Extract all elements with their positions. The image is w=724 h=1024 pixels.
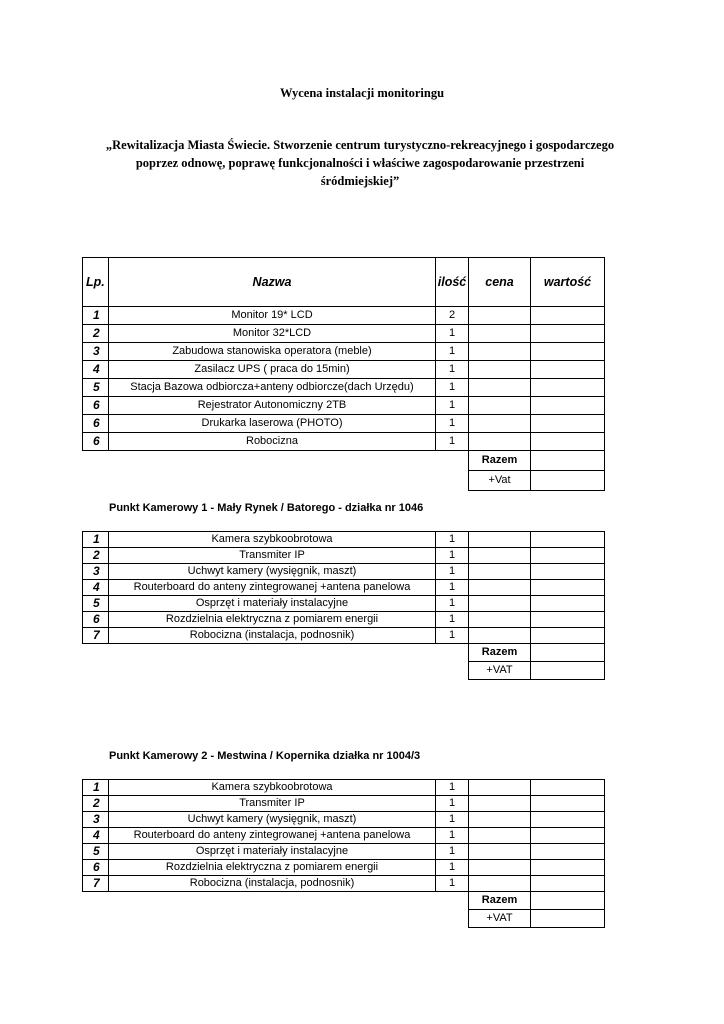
vat-label: +VAT bbox=[469, 910, 531, 928]
row-value-empty bbox=[531, 548, 605, 564]
blank-cell bbox=[83, 910, 469, 928]
table-row bbox=[83, 580, 605, 596]
table-row bbox=[83, 860, 605, 876]
row-value-empty bbox=[531, 780, 605, 796]
vat-label-row bbox=[83, 662, 605, 680]
row-quantity: 1 bbox=[436, 548, 469, 564]
row-number: 3 bbox=[83, 343, 109, 361]
row-price-empty bbox=[469, 548, 531, 564]
row-number: 4 bbox=[83, 828, 109, 844]
row-price-empty bbox=[469, 612, 531, 628]
razem-label: Razem bbox=[469, 451, 531, 471]
vat-label: +Vat bbox=[469, 471, 531, 491]
row-number: 6 bbox=[83, 433, 109, 451]
row-value-empty bbox=[531, 628, 605, 644]
header-wartosc: wartość bbox=[531, 258, 605, 307]
table-row bbox=[83, 628, 605, 644]
row-value-empty bbox=[531, 596, 605, 612]
table-row bbox=[83, 325, 605, 343]
table-row bbox=[83, 564, 605, 580]
row-quantity: 1 bbox=[436, 397, 469, 415]
row-price-empty bbox=[469, 564, 531, 580]
blank-cell bbox=[83, 451, 469, 471]
row-quantity: 1 bbox=[436, 564, 469, 580]
row-name: Transmiter IP bbox=[109, 548, 436, 564]
row-price-empty bbox=[469, 397, 531, 415]
vat-label-row bbox=[83, 471, 605, 491]
table-row bbox=[83, 876, 605, 892]
row-quantity: 1 bbox=[436, 361, 469, 379]
row-name: Robocizna (instalacja, podnosnik) bbox=[109, 876, 436, 892]
vat-label-value-empty bbox=[531, 471, 605, 491]
row-name: Uchwyt kamery (wysięgnik, maszt) bbox=[109, 564, 436, 580]
row-quantity: 2 bbox=[436, 307, 469, 325]
row-quantity: 1 bbox=[436, 343, 469, 361]
table-row bbox=[83, 415, 605, 433]
row-value-empty bbox=[531, 325, 605, 343]
row-price-empty bbox=[469, 379, 531, 397]
row-value-empty bbox=[531, 379, 605, 397]
razem-label-value-empty bbox=[531, 451, 605, 471]
header-lp: Lp. bbox=[83, 258, 109, 307]
row-name: Osprzęt i materiały instalacyjne bbox=[109, 596, 436, 612]
razem-label-value-empty bbox=[531, 644, 605, 662]
row-name: Uchwyt kamery (wysięgnik, maszt) bbox=[109, 812, 436, 828]
table-row bbox=[83, 397, 605, 415]
row-name: Monitor 32*LCD bbox=[109, 325, 436, 343]
row-name: Transmiter IP bbox=[109, 796, 436, 812]
row-value-empty bbox=[531, 828, 605, 844]
row-value-empty bbox=[531, 361, 605, 379]
row-price-empty bbox=[469, 325, 531, 343]
row-name: Rozdzielnia elektryczna z pomiarem energii bbox=[109, 860, 436, 876]
table-row bbox=[83, 612, 605, 628]
row-name: Routerboard do anteny zintegrowanej +antena panelowa bbox=[109, 580, 436, 596]
row-name: Robocizna (instalacja, podnosnik) bbox=[109, 628, 436, 644]
row-price-empty bbox=[469, 780, 531, 796]
section-1-table bbox=[82, 531, 605, 680]
header-ilosc: ilość bbox=[436, 258, 469, 307]
row-value-empty bbox=[531, 415, 605, 433]
row-number: 7 bbox=[83, 876, 109, 892]
row-price-empty bbox=[469, 828, 531, 844]
row-value-empty bbox=[531, 433, 605, 451]
row-quantity: 1 bbox=[436, 415, 469, 433]
row-price-empty bbox=[469, 532, 531, 548]
section-1-title: Punkt Kamerowy 1 - Mały Rynek / Batorego - działka nr 1046 bbox=[109, 502, 424, 514]
row-quantity: 1 bbox=[436, 325, 469, 343]
row-quantity: 1 bbox=[436, 596, 469, 612]
row-price-empty bbox=[469, 415, 531, 433]
vat-label-row bbox=[83, 910, 605, 928]
row-number: 2 bbox=[83, 325, 109, 343]
row-price-empty bbox=[469, 343, 531, 361]
blank-cell bbox=[83, 892, 469, 910]
row-price-empty bbox=[469, 433, 531, 451]
table-row bbox=[83, 532, 605, 548]
row-value-empty bbox=[531, 343, 605, 361]
razem-label: Razem bbox=[469, 892, 531, 910]
row-value-empty bbox=[531, 612, 605, 628]
row-quantity: 1 bbox=[436, 628, 469, 644]
row-name: Osprzęt i materiały instalacyjne bbox=[109, 844, 436, 860]
row-name: Rozdzielnia elektryczna z pomiarem energii bbox=[109, 612, 436, 628]
row-number: 4 bbox=[83, 361, 109, 379]
vat-label-value-empty bbox=[531, 910, 605, 928]
row-price-empty bbox=[469, 860, 531, 876]
row-number: 1 bbox=[83, 307, 109, 325]
row-number: 6 bbox=[83, 860, 109, 876]
razem-label-row bbox=[83, 892, 605, 910]
row-quantity: 1 bbox=[436, 812, 469, 828]
row-value-empty bbox=[531, 812, 605, 828]
row-value-empty bbox=[531, 860, 605, 876]
row-number: 1 bbox=[83, 780, 109, 796]
row-value-empty bbox=[531, 580, 605, 596]
row-quantity: 1 bbox=[436, 433, 469, 451]
blank-cell bbox=[83, 662, 469, 680]
row-name: Monitor 19* LCD bbox=[109, 307, 436, 325]
row-number: 6 bbox=[83, 415, 109, 433]
vat-label-value-empty bbox=[531, 662, 605, 680]
row-price-empty bbox=[469, 844, 531, 860]
document-title: Wycena instalacji monitoringu bbox=[279, 86, 445, 100]
table-row bbox=[83, 343, 605, 361]
row-price-empty bbox=[469, 361, 531, 379]
header-cena: cena bbox=[469, 258, 531, 307]
row-value-empty bbox=[531, 307, 605, 325]
row-number: 1 bbox=[83, 532, 109, 548]
table-row bbox=[83, 548, 605, 564]
row-quantity: 1 bbox=[436, 612, 469, 628]
table-row bbox=[83, 361, 605, 379]
row-value-empty bbox=[531, 532, 605, 548]
row-value-empty bbox=[531, 844, 605, 860]
row-name: Kamera szybkoobrotowa bbox=[109, 532, 436, 548]
row-value-empty bbox=[531, 796, 605, 812]
table-row bbox=[83, 812, 605, 828]
blank-cell bbox=[83, 644, 469, 662]
table-row bbox=[83, 828, 605, 844]
row-number: 6 bbox=[83, 397, 109, 415]
row-number: 2 bbox=[83, 548, 109, 564]
header-nazwa: Nazwa bbox=[109, 258, 436, 307]
main-equipment-table bbox=[82, 257, 605, 491]
razem-label-row bbox=[83, 644, 605, 662]
row-quantity: 1 bbox=[436, 860, 469, 876]
row-price-empty bbox=[469, 628, 531, 644]
row-number: 4 bbox=[83, 580, 109, 596]
document-subtitle: „Rewitalizacja Miasta Świecie. Stworzenie centrum turystyczno-rekreacyjnego i gospodarczego poprzez odnowę, poprawę funkcjonalności i właściwe zagospodarowanie przestrzeni śródmiejskiej” bbox=[105, 138, 615, 188]
row-quantity: 1 bbox=[436, 828, 469, 844]
razem-label: Razem bbox=[469, 644, 531, 662]
row-price-empty bbox=[469, 796, 531, 812]
row-quantity: 1 bbox=[436, 844, 469, 860]
row-name: Stacja Bazowa odbiorcza+anteny odbiorcze(dach Urzędu) bbox=[109, 379, 436, 397]
row-price-empty bbox=[469, 876, 531, 892]
blank-cell bbox=[83, 471, 469, 491]
row-value-empty bbox=[531, 564, 605, 580]
row-price-empty bbox=[469, 580, 531, 596]
row-name: Zabudowa stanowiska operatora (meble) bbox=[109, 343, 436, 361]
table-row bbox=[83, 780, 605, 796]
row-number: 3 bbox=[83, 564, 109, 580]
row-quantity: 1 bbox=[436, 796, 469, 812]
row-name: Zasilacz UPS ( praca do 15min) bbox=[109, 361, 436, 379]
vat-label: +VAT bbox=[469, 662, 531, 680]
table-row bbox=[83, 379, 605, 397]
row-price-empty bbox=[469, 307, 531, 325]
row-number: 7 bbox=[83, 628, 109, 644]
razem-label-value-empty bbox=[531, 892, 605, 910]
table-row bbox=[83, 307, 605, 325]
table-header-row bbox=[83, 258, 605, 307]
row-name: Drukarka laserowa (PHOTO) bbox=[109, 415, 436, 433]
row-name: Kamera szybkoobrotowa bbox=[109, 780, 436, 796]
row-value-empty bbox=[531, 397, 605, 415]
row-quantity: 1 bbox=[436, 379, 469, 397]
section-2-title: Punkt Kamerowy 2 - Mestwina / Kopernika działka nr 1004/3 bbox=[109, 750, 421, 762]
table-row bbox=[83, 433, 605, 451]
row-number: 5 bbox=[83, 596, 109, 612]
row-value-empty bbox=[531, 876, 605, 892]
table-row bbox=[83, 596, 605, 612]
row-quantity: 1 bbox=[436, 580, 469, 596]
row-number: 5 bbox=[83, 844, 109, 860]
row-quantity: 1 bbox=[436, 780, 469, 796]
row-number: 6 bbox=[83, 612, 109, 628]
row-number: 5 bbox=[83, 379, 109, 397]
razem-label-row bbox=[83, 451, 605, 471]
row-price-empty bbox=[469, 812, 531, 828]
row-price-empty bbox=[469, 596, 531, 612]
row-quantity: 1 bbox=[436, 876, 469, 892]
row-quantity: 1 bbox=[436, 532, 469, 548]
row-number: 3 bbox=[83, 812, 109, 828]
row-number: 2 bbox=[83, 796, 109, 812]
row-name: Robocizna bbox=[109, 433, 436, 451]
table-row bbox=[83, 844, 605, 860]
row-name: Rejestrator Autonomiczny 2TB bbox=[109, 397, 436, 415]
section-2-table bbox=[82, 779, 605, 928]
row-name: Routerboard do anteny zintegrowanej +antena panelowa bbox=[109, 828, 436, 844]
table-row bbox=[83, 796, 605, 812]
